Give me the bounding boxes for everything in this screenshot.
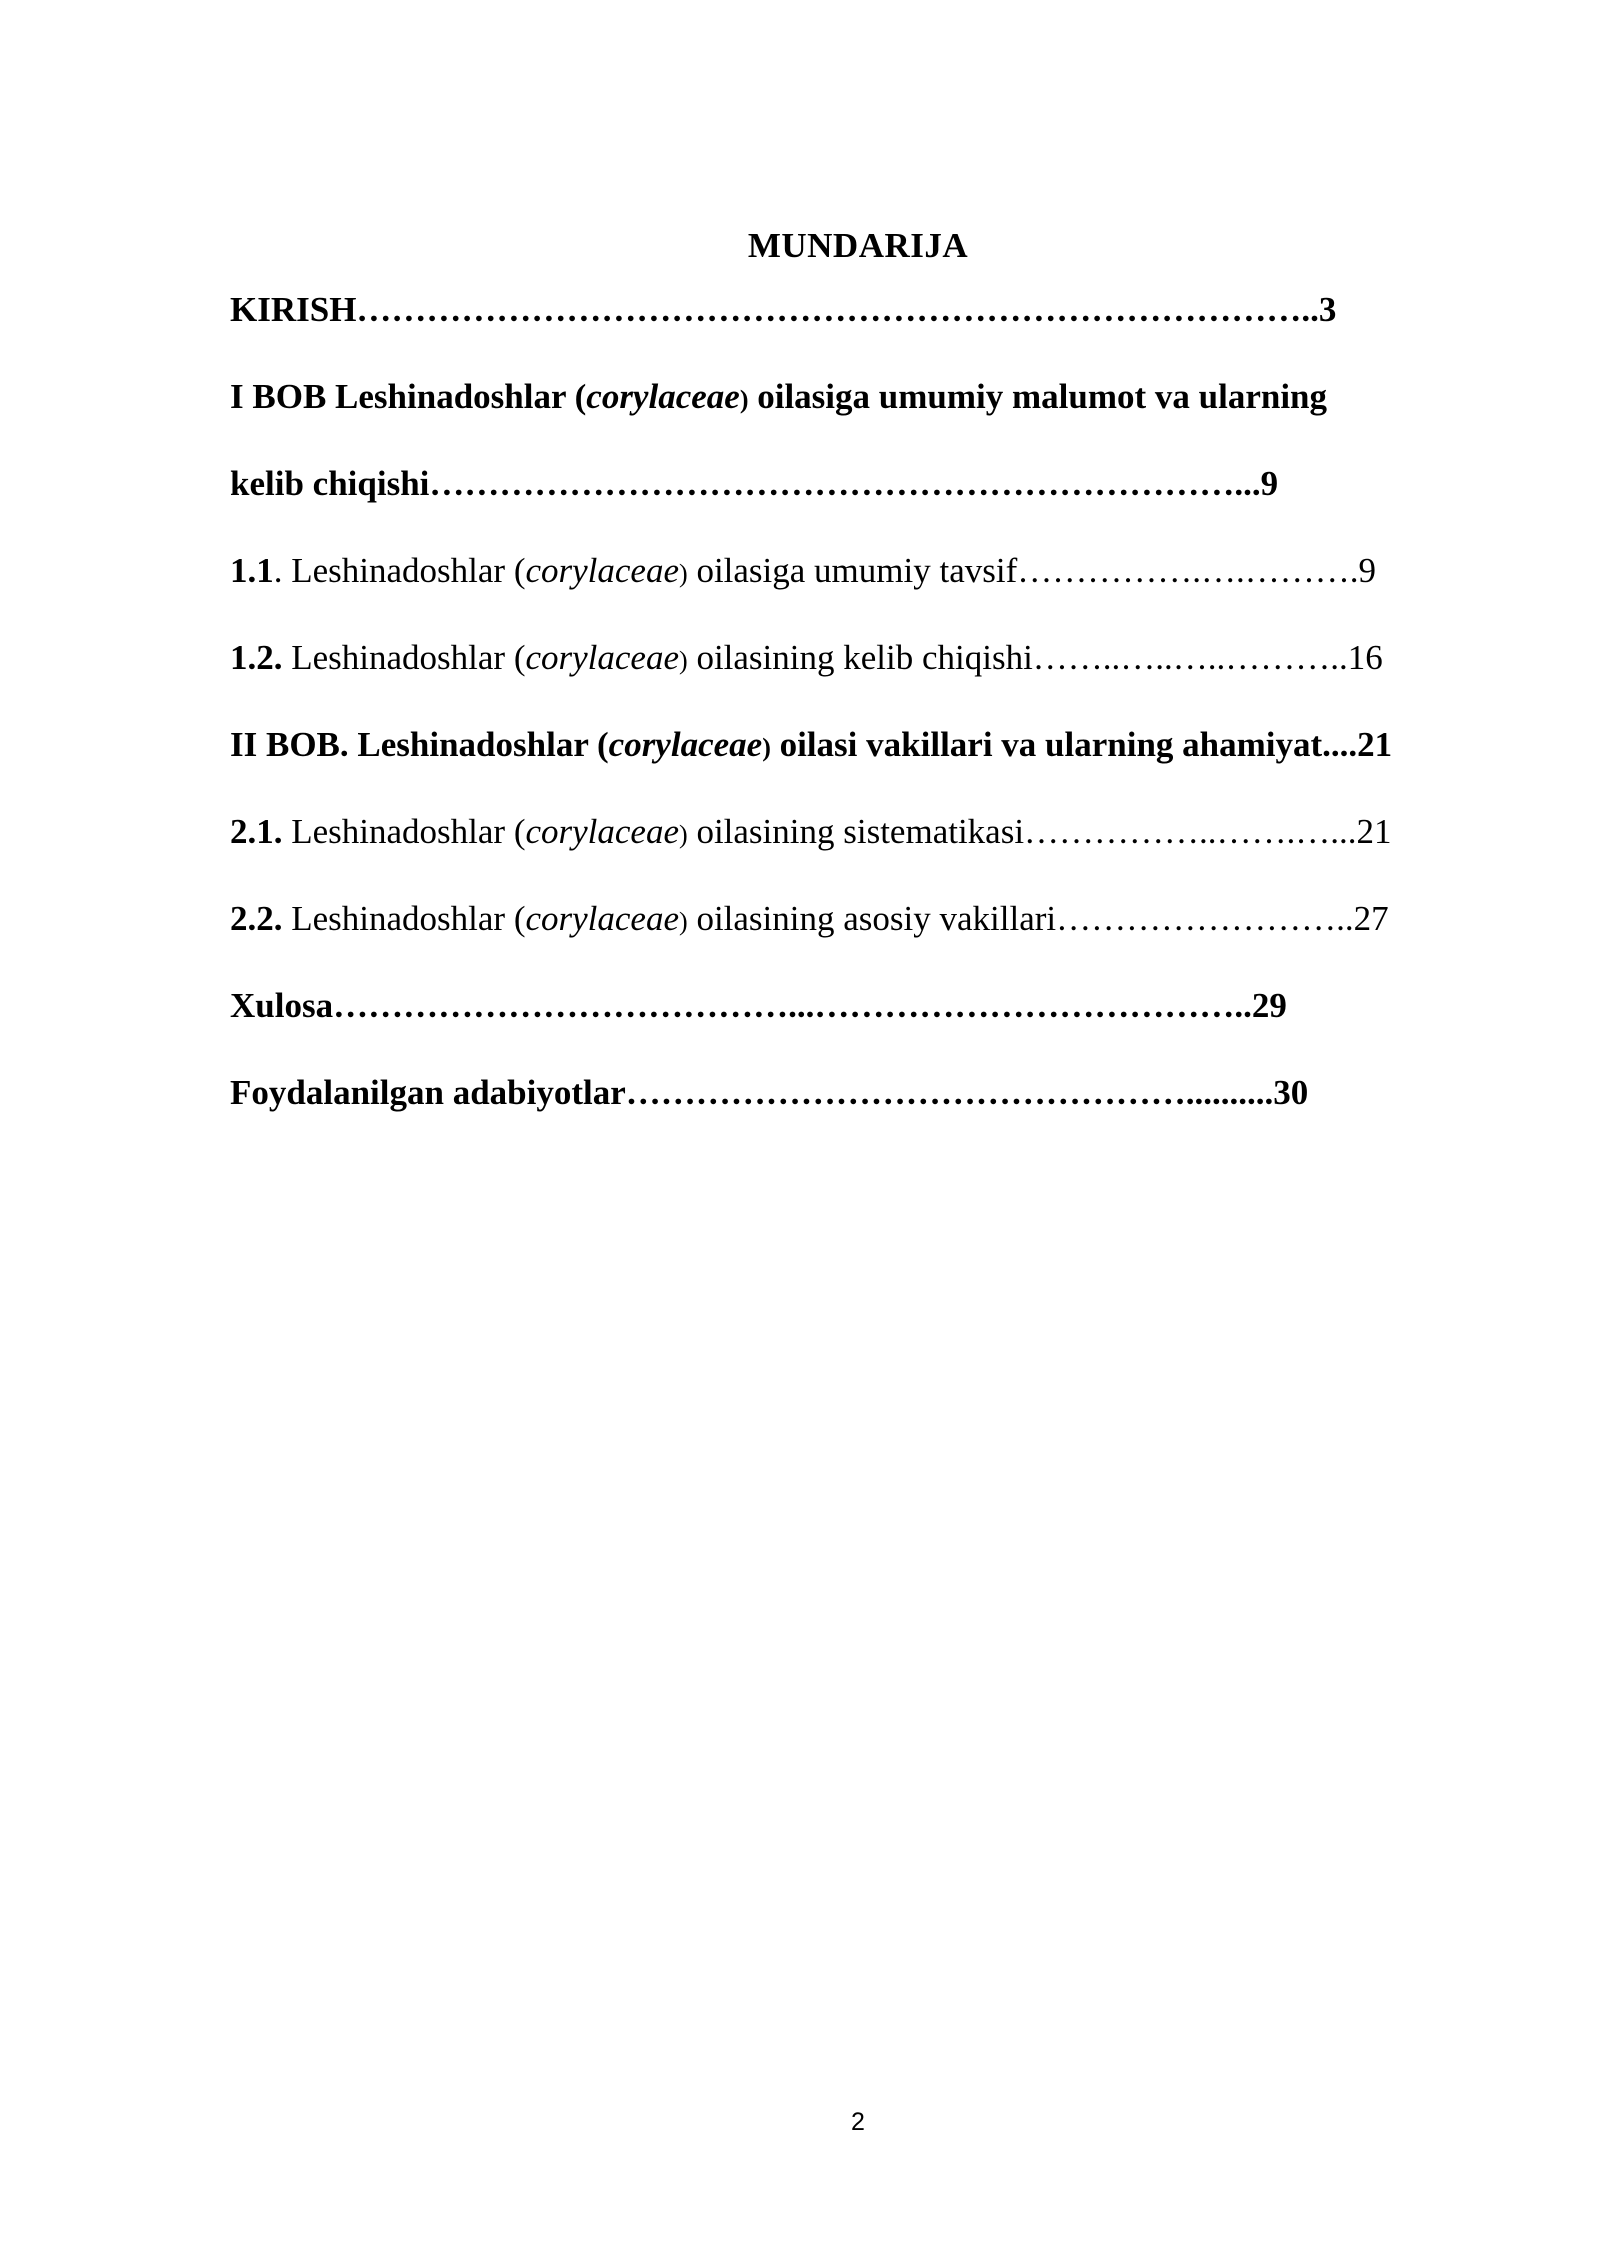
toc-entry-section-2-1[interactable]	[230, 812, 1530, 899]
toc-entry-close-paren: )	[679, 646, 688, 675]
toc-entry-close-paren: )	[679, 820, 688, 849]
toc-entry-post: oilasi vakillari va ularning ahamiyat....21	[770, 725, 1393, 764]
toc-entry-latin-name: corylaceae	[525, 551, 680, 590]
toc-entry-post: oilasining kelib chiqishi……..…..…..………..16	[687, 638, 1383, 677]
toc-title: MUNDARIJA	[747, 226, 969, 265]
toc-entry-section-1-1[interactable]	[230, 551, 1530, 638]
toc-entry-latin-name: corylaceae	[525, 638, 680, 677]
table-of-contents	[230, 290, 1530, 1160]
toc-entry-pre: II BOB. Leshinadoshlar (	[230, 725, 609, 764]
toc-entry-text: Xulosa…………………………………...………………………………..29	[230, 986, 1287, 1025]
toc-entry-chapter-1[interactable]	[230, 377, 1530, 464]
toc-entry-latin-name: corylaceae	[525, 899, 680, 938]
toc-entry-section-2-2[interactable]	[230, 899, 1530, 986]
toc-entry-latin-name: corylaceae	[586, 377, 740, 416]
toc-entry-pre: Leshinadoshlar (	[282, 812, 526, 851]
toc-entry-post: oilasiga umumiy tavsif…………….….……….9	[687, 551, 1376, 590]
page-number: 2	[851, 2108, 865, 2136]
toc-entry-post: oilasining sistematikasi……………..…….…...21	[687, 812, 1392, 851]
toc-entry-text: KIRISH………………………………………………………………………..3	[230, 290, 1337, 329]
toc-entry-pre: Leshinadoshlar (	[282, 899, 526, 938]
toc-entry-close-paren: )	[679, 907, 688, 936]
toc-entry-kirish[interactable]	[230, 290, 1530, 377]
toc-entry-xulosa[interactable]	[230, 986, 1530, 1073]
toc-entry-latin-name: corylaceae	[608, 725, 763, 764]
toc-entry-text: Foydalanilgan adabiyotlar…………………………………………..........30	[230, 1073, 1309, 1112]
toc-entry-post: oilasiga umumiy malumot va ularning	[748, 377, 1328, 416]
toc-entry-section-1-2[interactable]	[230, 638, 1530, 725]
toc-entry-latin-name: corylaceae	[525, 812, 680, 851]
toc-entry-number: 1.1	[230, 551, 274, 590]
toc-entry-number: 2.1.	[230, 812, 283, 851]
toc-entry-close-paren: )	[739, 385, 749, 414]
toc-entry-number: 2.2.	[230, 899, 283, 938]
toc-entry-chapter-2[interactable]	[230, 725, 1530, 812]
toc-entry-post: oilasining asosiy vakillari……………………..27	[687, 899, 1389, 938]
toc-entry-pre: I BOB Leshinadoshlar (	[230, 377, 587, 416]
toc-entry-chapter-1-cont[interactable]	[230, 464, 1530, 551]
toc-entry-number: 1.2.	[230, 638, 283, 677]
toc-entry-pre: . Leshinadoshlar (	[273, 551, 526, 590]
toc-entry-text: kelib chiqishi……………………………………………………………...9	[230, 464, 1279, 503]
toc-entry-bibliography[interactable]	[230, 1073, 1530, 1160]
toc-entry-pre: Leshinadoshlar (	[282, 638, 526, 677]
toc-entry-close-paren: )	[679, 559, 688, 588]
toc-entry-close-paren: )	[762, 733, 771, 762]
